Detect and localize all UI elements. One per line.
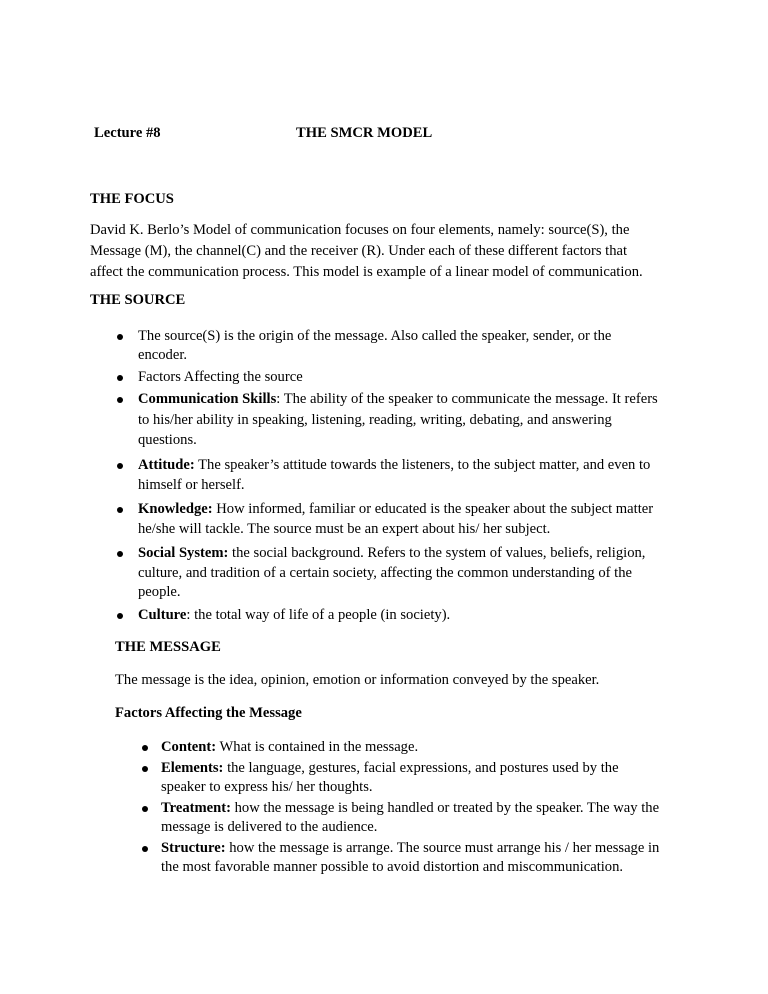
definition: What is contained in the message. <box>216 739 419 755</box>
page-title: THE SMCR MODEL <box>296 125 433 141</box>
list-item <box>138 390 658 408</box>
bullet-icon <box>142 806 148 812</box>
bullet-icon <box>117 463 123 469</box>
list-item: encoder. <box>138 347 188 363</box>
term: Culture <box>138 607 187 623</box>
focus-line: affect the communication process. This model is example of a linear model of communication. <box>90 264 643 280</box>
list-item <box>161 799 659 817</box>
term: Treatment: <box>161 800 231 816</box>
lecture-label: Lecture #8 <box>94 125 161 141</box>
term: Structure: <box>161 840 226 856</box>
definition: how the message is arrange. The source must arrange his / her message in <box>225 840 660 856</box>
list-item: Factors Affecting the source <box>138 369 303 385</box>
bullet-icon <box>142 745 148 751</box>
list-item <box>161 738 418 756</box>
list-item: The source(S) is the origin of the message. Also called the speaker, sender, or the <box>138 328 612 344</box>
focus-line: David K. Berlo’s Model of communication focuses on four elements, namely: source(S), the <box>90 222 630 238</box>
definition: : The ability of the speaker to communicate the message. It refers <box>276 391 658 407</box>
term: Content: <box>161 739 217 755</box>
message-heading: THE MESSAGE <box>115 639 221 655</box>
bullet-icon <box>117 375 123 381</box>
list-item <box>138 500 653 518</box>
list-item <box>138 606 450 624</box>
definition: How informed, familiar or educated is the speaker about the subject matter <box>212 501 654 517</box>
term: Elements: <box>161 760 224 776</box>
list-item: he/she will tackle. The source must be an expert about his/ her subject. <box>138 521 551 537</box>
bullet-icon <box>117 507 123 513</box>
term: Attitude: <box>138 457 195 473</box>
definition: the social background. Refers to the system of values, beliefs, religion, <box>228 545 646 561</box>
bullet-icon <box>117 613 123 619</box>
list-item: the most favorable manner possible to avoid distortion and miscommunication. <box>161 859 624 875</box>
focus-line: Message (M), the channel(C) and the receiver (R). Under each of these different factors that <box>90 243 628 259</box>
definition: the language, gestures, facial expressions, and postures used by the <box>223 760 619 776</box>
list-item: questions. <box>138 432 197 448</box>
list-item <box>161 759 619 777</box>
focus-heading: THE FOCUS <box>90 191 174 207</box>
definition: how the message is being handled or treated by the speaker. The way the <box>230 800 660 816</box>
bullet-icon <box>117 551 123 557</box>
term: Social System: <box>138 545 229 561</box>
term: Knowledge: <box>138 501 213 517</box>
list-item <box>138 456 650 474</box>
list-item: to his/her ability in speaking, listening, reading, writing, debating, and answering <box>138 412 612 428</box>
list-item <box>138 544 645 562</box>
message-subheading: Factors Affecting the Message <box>115 705 302 721</box>
bullet-icon <box>142 766 148 772</box>
bullet-icon <box>142 846 148 852</box>
list-item: himself or herself. <box>138 477 245 493</box>
bullet-icon <box>117 334 123 340</box>
list-item: message is delivered to the audience. <box>161 819 378 835</box>
list-item <box>161 839 659 857</box>
list-item: speaker to express his/ her thoughts. <box>161 779 373 795</box>
list-item: people. <box>138 584 181 600</box>
definition: The speaker’s attitude towards the listeners, to the subject matter, and even to <box>194 457 651 473</box>
source-heading: THE SOURCE <box>90 292 186 308</box>
bullet-icon <box>117 397 123 403</box>
definition: : the total way of life of a people (in society). <box>186 607 451 623</box>
term: Communication Skills <box>138 391 277 407</box>
message-intro: The message is the idea, opinion, emotion or information conveyed by the speaker. <box>115 672 600 688</box>
list-item: culture, and tradition of a certain society, affecting the common understanding of the <box>138 565 632 581</box>
